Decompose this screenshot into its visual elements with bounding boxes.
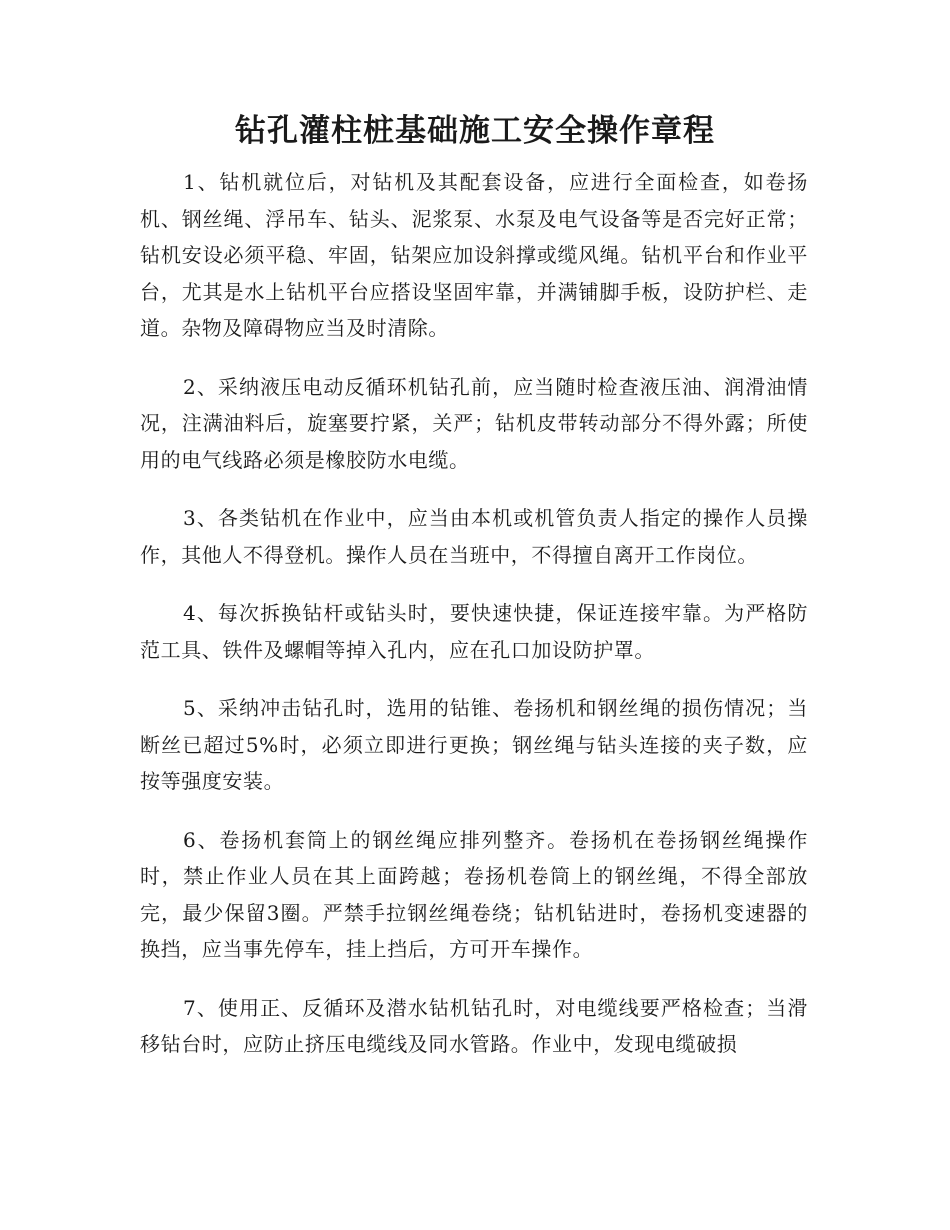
paragraph-3: 3、各类钻机在作业中，应当由本机或机管负责人指定的操作人员操作，其他人不得登机。操作人员在当班中，不得擅自离开工作岗位。 — [140, 506, 808, 567]
paragraph-4: 4、每次拆换钻杆或钻头时，要快速快捷，保证连接牢靠。为严格防范工具、铁件及螺帽等掉入孔内，应在孔口加设防护罩。 — [140, 601, 808, 662]
paragraph-7: 7、使用正、反循环及潜水钻机钻孔时，对电缆线要严格检查；当滑移钻台时，应防止挤压电缆线及同水管路。作业中，发现电缆破损 — [140, 995, 808, 1056]
paragraph-6: 6、卷扬机套筒上的钢丝绳应排列整齐。卷扬机在卷扬钢丝绳操作时，禁止作业人员在其上面跨越；卷扬机卷筒上的钢丝绳，不得全部放完，最少保留3圈。严禁手拉钢丝绳卷绕；钻机钻进时，卷扬机变速器的换挡，应当事先停车，挂上挡后，方可开车操作。 — [140, 827, 808, 961]
paragraph-2: 2、采纳液压电动反循环机钻孔前，应当随时检查液压油、润滑油情况，注满油料后，旋塞要拧紧，关严；钻机皮带转动部分不得外露；所使用的电气线路必须是橡胶防水电缆。 — [140, 374, 808, 472]
paragraph-1: 1、钻机就位后，对钻机及其配套设备，应进行全面检查，如卷扬机、钢丝绳、浮吊车、钻头、泥浆泵、水泵及电气设备等是否完好正常；钻机安设必须平稳、牢固，钻架应加设斜撑或缆风绳。钻机平台和作业平台，尤其是水上钻机平台应搭设坚固牢靠，并满铺脚手板，设防护栏、走道。杂物及障碍物应当及时清除。 — [140, 170, 808, 340]
paragraph-5: 5、采纳冲击钻孔时，选用的钻锥、卷扬机和钢丝绳的损伤情况；当断丝已超过5%时，必须立即进行更换；钢丝绳与钻头连接的夹子数，应按等强度安装。 — [140, 696, 808, 793]
document-body — [140, 164, 808, 1063]
document-title: 钻孔灌柱桩基础施工安全操作章程 — [235, 113, 715, 149]
